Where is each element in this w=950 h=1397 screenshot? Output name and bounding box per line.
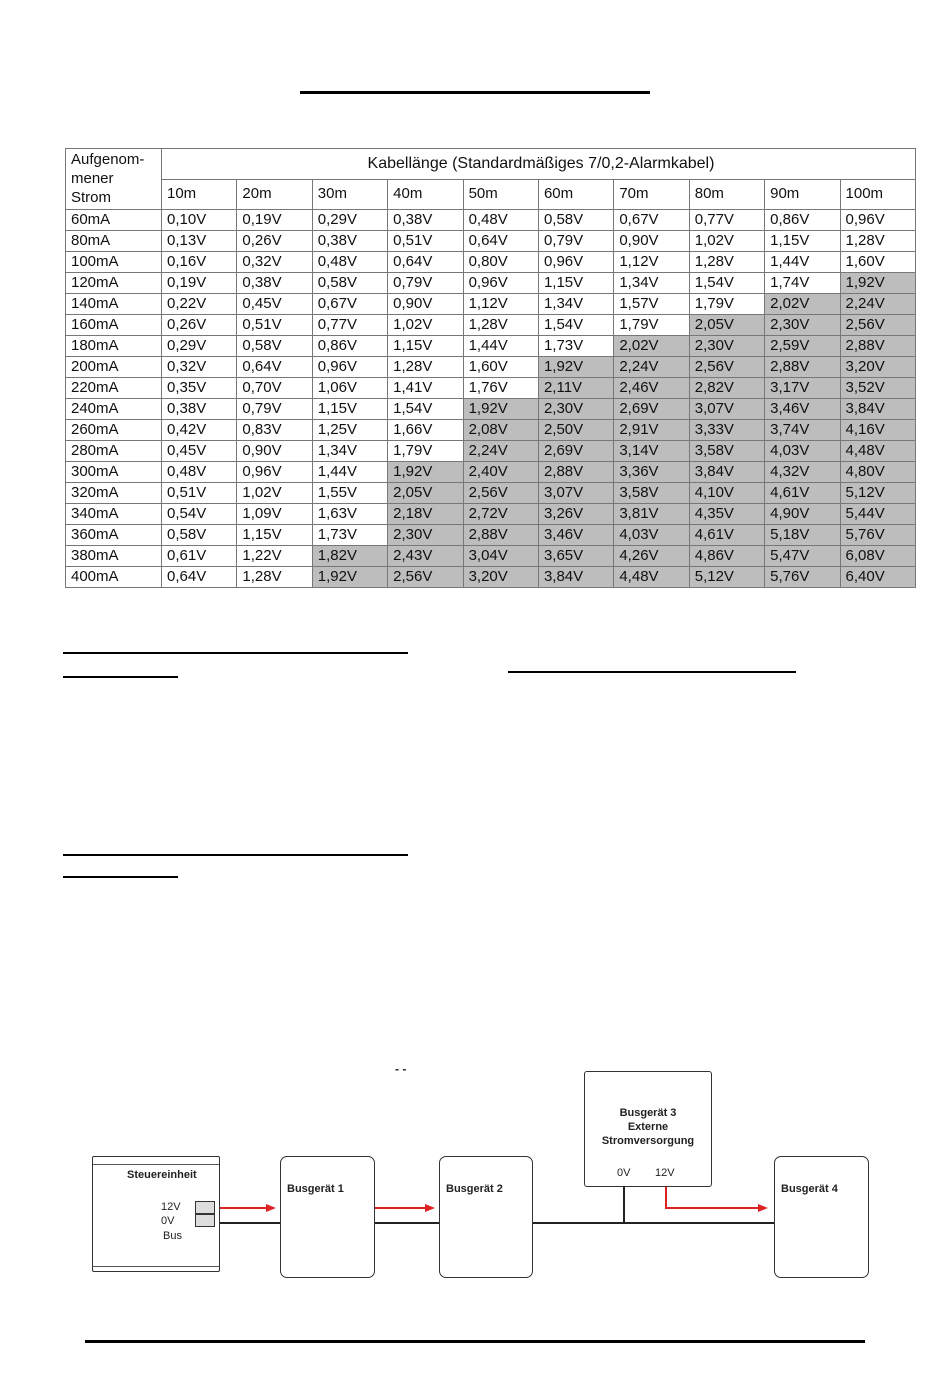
table-cell: 1,57V bbox=[614, 294, 689, 315]
table-cell: 3,84V bbox=[689, 462, 764, 483]
table-cell: 2,11V bbox=[538, 378, 613, 399]
terminal-0v-label: 0V bbox=[617, 1167, 631, 1179]
table-cell: 1,28V bbox=[463, 315, 538, 336]
table-row bbox=[66, 399, 916, 420]
table-cell: 1,28V bbox=[689, 252, 764, 273]
column-header: 10m bbox=[162, 179, 237, 210]
table-cell: 3,46V bbox=[538, 525, 613, 546]
column-header: 100m bbox=[840, 179, 915, 210]
table-cell: 2,08V bbox=[463, 420, 538, 441]
row-header: 100mA bbox=[66, 252, 162, 273]
table-cell: 0,32V bbox=[162, 357, 237, 378]
table-cell: 1,02V bbox=[388, 315, 463, 336]
table-row bbox=[66, 504, 916, 525]
table-cell: 1,55V bbox=[312, 483, 387, 504]
bus-wire bbox=[218, 1222, 280, 1224]
power-wire bbox=[665, 1207, 762, 1209]
table-row bbox=[66, 357, 916, 378]
bus-wire bbox=[373, 1222, 439, 1224]
row-header: 120mA bbox=[66, 273, 162, 294]
table-cell: 1,22V bbox=[237, 546, 312, 567]
table-cell: 1,73V bbox=[538, 336, 613, 357]
table-cell: 2,43V bbox=[388, 546, 463, 567]
table-cell: 2,88V bbox=[463, 525, 538, 546]
table-cell: 2,56V bbox=[463, 483, 538, 504]
bus-device-4-title: Busgerät 4 bbox=[781, 1183, 838, 1195]
table-cell: 2,30V bbox=[538, 399, 613, 420]
table-cell: 2,59V bbox=[765, 336, 840, 357]
table-cell: 0,16V bbox=[162, 252, 237, 273]
terminal-12v-label: 12V bbox=[655, 1167, 675, 1179]
table-cell: 0,29V bbox=[312, 210, 387, 231]
table-cell: 2,30V bbox=[689, 336, 764, 357]
table-cell: 0,61V bbox=[162, 546, 237, 567]
table-cell: 0,58V bbox=[237, 336, 312, 357]
table-cell: 3,84V bbox=[538, 567, 613, 588]
table-row bbox=[66, 546, 916, 567]
table-cell: 1,92V bbox=[463, 399, 538, 420]
table-cell: 2,40V bbox=[463, 462, 538, 483]
table-row bbox=[66, 420, 916, 441]
row-header: 80mA bbox=[66, 231, 162, 252]
table-cell: 4,10V bbox=[689, 483, 764, 504]
table-cell: 0,96V bbox=[840, 210, 915, 231]
table-cell: 1,79V bbox=[614, 315, 689, 336]
table-cell: 2,69V bbox=[538, 441, 613, 462]
table-cell: 0,64V bbox=[388, 252, 463, 273]
table-cell: 1,54V bbox=[388, 399, 463, 420]
table-cell: 3,58V bbox=[614, 483, 689, 504]
table-cell: 2,56V bbox=[689, 357, 764, 378]
table-cell: 1,73V bbox=[312, 525, 387, 546]
table-cell: 0,13V bbox=[162, 231, 237, 252]
table-cell: 2,30V bbox=[388, 525, 463, 546]
table-cell: 1,06V bbox=[312, 378, 387, 399]
table-cell: 4,48V bbox=[614, 567, 689, 588]
table-cell: 1,41V bbox=[388, 378, 463, 399]
terminal-screw-icon bbox=[195, 1201, 215, 1214]
table-cell: 4,90V bbox=[765, 504, 840, 525]
table-cell: 2,56V bbox=[840, 315, 915, 336]
table-cell: 1,12V bbox=[614, 252, 689, 273]
table-cell: 2,56V bbox=[388, 567, 463, 588]
stray-mark: - - bbox=[395, 1062, 407, 1076]
table-cell: 0,26V bbox=[162, 315, 237, 336]
table-cell: 3,74V bbox=[765, 420, 840, 441]
power-wire bbox=[373, 1207, 429, 1209]
table-cell: 0,58V bbox=[162, 525, 237, 546]
table-cell: 0,19V bbox=[237, 210, 312, 231]
table-row bbox=[66, 441, 916, 462]
section-rule-3b bbox=[63, 876, 178, 878]
table-cell: 5,12V bbox=[840, 483, 915, 504]
table-cell: 1,60V bbox=[463, 357, 538, 378]
table-cell: 0,64V bbox=[463, 231, 538, 252]
table-cell: 2,72V bbox=[463, 504, 538, 525]
table-cell: 0,90V bbox=[388, 294, 463, 315]
section-rule-3a bbox=[63, 854, 408, 856]
footer-rule bbox=[85, 1340, 865, 1343]
column-header: 30m bbox=[312, 179, 387, 210]
table-row bbox=[66, 462, 916, 483]
table-cell: 1,79V bbox=[388, 441, 463, 462]
table-cell: 1,12V bbox=[463, 294, 538, 315]
table-cell: 1,44V bbox=[312, 462, 387, 483]
table-cell: 2,88V bbox=[840, 336, 915, 357]
row-header: 220mA bbox=[66, 378, 162, 399]
table-row bbox=[66, 525, 916, 546]
control-unit-title: Steuereinheit bbox=[127, 1169, 197, 1181]
bus-device-1-title: Busgerät 1 bbox=[287, 1183, 344, 1195]
table-row bbox=[66, 567, 916, 588]
terminal-screw-icon bbox=[195, 1214, 215, 1227]
terminal-0v-label: 0V bbox=[161, 1215, 175, 1227]
table-cell: 1,25V bbox=[312, 420, 387, 441]
table-cell: 0,90V bbox=[614, 231, 689, 252]
table-cell: 5,12V bbox=[689, 567, 764, 588]
table-cell: 1,09V bbox=[237, 504, 312, 525]
table-cell: 2,30V bbox=[765, 315, 840, 336]
table-cell: 1,15V bbox=[237, 525, 312, 546]
table-cell: 2,02V bbox=[614, 336, 689, 357]
table-cell: 4,03V bbox=[614, 525, 689, 546]
table-cell: 1,15V bbox=[388, 336, 463, 357]
table-cell: 3,17V bbox=[765, 378, 840, 399]
row-header: 160mA bbox=[66, 315, 162, 336]
table-cell: 3,65V bbox=[538, 546, 613, 567]
table-cell: 0,38V bbox=[162, 399, 237, 420]
table-cell: 4,35V bbox=[689, 504, 764, 525]
row-header: 260mA bbox=[66, 420, 162, 441]
table-cell: 4,32V bbox=[765, 462, 840, 483]
table-cell: 0,70V bbox=[237, 378, 312, 399]
cable-length-header: Kabellänge (Standardmäßiges 7/0,2-Alarmkabel) bbox=[162, 149, 916, 180]
table-cell: 0,42V bbox=[162, 420, 237, 441]
table-cell: 1,74V bbox=[765, 273, 840, 294]
terminal-bus-label: Bus bbox=[163, 1230, 182, 1242]
table-cell: 3,52V bbox=[840, 378, 915, 399]
column-header: 20m bbox=[237, 179, 312, 210]
table-cell: 1,92V bbox=[388, 462, 463, 483]
table-cell: 0,80V bbox=[463, 252, 538, 273]
table-row bbox=[66, 294, 916, 315]
table-cell: 0,86V bbox=[312, 336, 387, 357]
table-cell: 0,26V bbox=[237, 231, 312, 252]
table-cell: 0,54V bbox=[162, 504, 237, 525]
column-header: 40m bbox=[388, 179, 463, 210]
table-cell: 4,03V bbox=[765, 441, 840, 462]
section-rule-1a bbox=[63, 652, 408, 654]
table-cell: 1,54V bbox=[538, 315, 613, 336]
table-cell: 0,77V bbox=[312, 315, 387, 336]
table-cell: 3,26V bbox=[538, 504, 613, 525]
table-cell: 0,48V bbox=[162, 462, 237, 483]
table-cell: 1,02V bbox=[689, 231, 764, 252]
row-header: 320mA bbox=[66, 483, 162, 504]
table-row bbox=[66, 378, 916, 399]
table-cell: 3,20V bbox=[840, 357, 915, 378]
table-cell: 0,38V bbox=[388, 210, 463, 231]
table-cell: 0,90V bbox=[237, 441, 312, 462]
column-header: 60m bbox=[538, 179, 613, 210]
table-cell: 3,07V bbox=[689, 399, 764, 420]
table-cell: 1,44V bbox=[765, 252, 840, 273]
bus-device-3-subtitle-2: Stromversorgung bbox=[601, 1135, 695, 1147]
heading-rule bbox=[300, 91, 650, 94]
table-cell: 0,38V bbox=[237, 273, 312, 294]
table-cell: 5,76V bbox=[840, 525, 915, 546]
table-cell: 5,18V bbox=[765, 525, 840, 546]
table-row bbox=[66, 315, 916, 336]
bus-device-3-title: Busgerät 3 bbox=[619, 1107, 677, 1119]
table-cell: 0,79V bbox=[538, 231, 613, 252]
table-cell: 2,88V bbox=[765, 357, 840, 378]
table-cell: 3,04V bbox=[463, 546, 538, 567]
table-cell: 0,29V bbox=[162, 336, 237, 357]
table-cell: 0,51V bbox=[388, 231, 463, 252]
table-cell: 0,58V bbox=[312, 273, 387, 294]
table-cell: 2,24V bbox=[463, 441, 538, 462]
table-cell: 4,61V bbox=[689, 525, 764, 546]
table-cell: 1,02V bbox=[237, 483, 312, 504]
current-header: Aufgenom- mener Strom bbox=[66, 149, 162, 210]
table-cell: 5,44V bbox=[840, 504, 915, 525]
table-cell: 1,34V bbox=[538, 294, 613, 315]
table-cell: 4,86V bbox=[689, 546, 764, 567]
table-cell: 1,44V bbox=[463, 336, 538, 357]
table-cell: 2,24V bbox=[614, 357, 689, 378]
table-cell: 0,96V bbox=[463, 273, 538, 294]
table-cell: 1,15V bbox=[765, 231, 840, 252]
bus-wire bbox=[531, 1222, 774, 1224]
table-cell: 0,35V bbox=[162, 378, 237, 399]
bus-device-2 bbox=[439, 1156, 533, 1278]
table-cell: 2,50V bbox=[538, 420, 613, 441]
table-cell: 3,36V bbox=[614, 462, 689, 483]
row-header: 200mA bbox=[66, 357, 162, 378]
table-cell: 2,82V bbox=[689, 378, 764, 399]
row-header: 240mA bbox=[66, 399, 162, 420]
table-cell: 2,88V bbox=[538, 462, 613, 483]
power-arrow bbox=[758, 1204, 768, 1212]
table-cell: 0,79V bbox=[388, 273, 463, 294]
row-header: 300mA bbox=[66, 462, 162, 483]
table-cell: 1,28V bbox=[840, 231, 915, 252]
table-row bbox=[66, 252, 916, 273]
table-cell: 1,60V bbox=[840, 252, 915, 273]
table-cell: 2,05V bbox=[388, 483, 463, 504]
table-row bbox=[66, 273, 916, 294]
column-header: 90m bbox=[765, 179, 840, 210]
table-cell: 3,20V bbox=[463, 567, 538, 588]
table-cell: 1,34V bbox=[614, 273, 689, 294]
bus-device-2-title: Busgerät 2 bbox=[446, 1183, 503, 1195]
table-cell: 0,79V bbox=[237, 399, 312, 420]
table-cell: 0,45V bbox=[162, 441, 237, 462]
row-header: 180mA bbox=[66, 336, 162, 357]
table-row bbox=[66, 336, 916, 357]
table-cell: 4,80V bbox=[840, 462, 915, 483]
table-cell: 1,92V bbox=[840, 273, 915, 294]
table-cell: 0,64V bbox=[162, 567, 237, 588]
table-cell: 1,63V bbox=[312, 504, 387, 525]
voltage-drop-table bbox=[65, 148, 916, 588]
table-cell: 0,48V bbox=[312, 252, 387, 273]
table-cell: 0,10V bbox=[162, 210, 237, 231]
column-header: 50m bbox=[463, 179, 538, 210]
bus-device-3-subtitle: Externe bbox=[627, 1121, 669, 1133]
power-arrow bbox=[266, 1204, 276, 1212]
table-cell: 0,96V bbox=[312, 357, 387, 378]
table-cell: 1,28V bbox=[237, 567, 312, 588]
table-cell: 2,02V bbox=[765, 294, 840, 315]
table-cell: 0,64V bbox=[237, 357, 312, 378]
table-cell: 0,19V bbox=[162, 273, 237, 294]
table-cell: 0,96V bbox=[237, 462, 312, 483]
row-header: 340mA bbox=[66, 504, 162, 525]
table-cell: 5,47V bbox=[765, 546, 840, 567]
table-cell: 1,92V bbox=[312, 567, 387, 588]
column-header: 80m bbox=[689, 179, 764, 210]
table-row bbox=[66, 231, 916, 252]
row-header: 360mA bbox=[66, 525, 162, 546]
table-cell: 3,81V bbox=[614, 504, 689, 525]
table-cell: 1,82V bbox=[312, 546, 387, 567]
wiring-diagram bbox=[0, 1060, 950, 1300]
table-cell: 0,38V bbox=[312, 231, 387, 252]
row-header: 400mA bbox=[66, 567, 162, 588]
terminal-12v-label: 12V bbox=[161, 1201, 181, 1213]
section-rule-1b bbox=[63, 676, 178, 678]
table-cell: 0,77V bbox=[689, 210, 764, 231]
table-cell: 4,48V bbox=[840, 441, 915, 462]
table-row bbox=[66, 483, 916, 504]
table-cell: 1,15V bbox=[312, 399, 387, 420]
table-cell: 1,79V bbox=[689, 294, 764, 315]
table-cell: 4,26V bbox=[614, 546, 689, 567]
table-cell: 2,46V bbox=[614, 378, 689, 399]
table-cell: 0,51V bbox=[162, 483, 237, 504]
table-cell: 0,67V bbox=[312, 294, 387, 315]
table-cell: 3,46V bbox=[765, 399, 840, 420]
table-cell: 3,14V bbox=[614, 441, 689, 462]
table-cell: 4,16V bbox=[840, 420, 915, 441]
table-cell: 0,86V bbox=[765, 210, 840, 231]
table-cell: 0,58V bbox=[538, 210, 613, 231]
table-cell: 1,28V bbox=[388, 357, 463, 378]
table-cell: 2,18V bbox=[388, 504, 463, 525]
table-row bbox=[66, 210, 916, 231]
table-cell: 4,61V bbox=[765, 483, 840, 504]
bus-device-4 bbox=[774, 1156, 869, 1278]
table-cell: 6,08V bbox=[840, 546, 915, 567]
table-cell: 3,07V bbox=[538, 483, 613, 504]
control-unit bbox=[92, 1156, 220, 1272]
section-rule-2 bbox=[508, 671, 796, 673]
table-cell: 6,40V bbox=[840, 567, 915, 588]
table-body bbox=[66, 210, 916, 588]
table-cell: 5,76V bbox=[765, 567, 840, 588]
table-cell: 1,54V bbox=[689, 273, 764, 294]
table-cell: 2,69V bbox=[614, 399, 689, 420]
table-cell: 1,92V bbox=[538, 357, 613, 378]
table-cell: 0,22V bbox=[162, 294, 237, 315]
table-cell: 0,32V bbox=[237, 252, 312, 273]
table-cell: 0,45V bbox=[237, 294, 312, 315]
table-cell: 0,67V bbox=[614, 210, 689, 231]
column-header: 70m bbox=[614, 179, 689, 210]
power-wire bbox=[218, 1207, 270, 1209]
bus-device-1 bbox=[280, 1156, 375, 1278]
table-cell: 0,83V bbox=[237, 420, 312, 441]
power-arrow bbox=[425, 1204, 435, 1212]
table-cell: 3,33V bbox=[689, 420, 764, 441]
table-cell: 1,34V bbox=[312, 441, 387, 462]
table-cell: 3,84V bbox=[840, 399, 915, 420]
table-cell: 3,58V bbox=[689, 441, 764, 462]
table-cell: 0,48V bbox=[463, 210, 538, 231]
table-cell: 2,05V bbox=[689, 315, 764, 336]
bus-device-3-power-supply bbox=[584, 1071, 712, 1187]
row-header: 60mA bbox=[66, 210, 162, 231]
row-header: 380mA bbox=[66, 546, 162, 567]
table-cell: 0,96V bbox=[538, 252, 613, 273]
table-cell: 2,91V bbox=[614, 420, 689, 441]
table-cell: 1,66V bbox=[388, 420, 463, 441]
table-cell: 1,76V bbox=[463, 378, 538, 399]
table-cell: 2,24V bbox=[840, 294, 915, 315]
row-header: 140mA bbox=[66, 294, 162, 315]
row-header: 280mA bbox=[66, 441, 162, 462]
table-cell: 0,51V bbox=[237, 315, 312, 336]
table-cell: 1,15V bbox=[538, 273, 613, 294]
column-header-row bbox=[66, 179, 916, 210]
